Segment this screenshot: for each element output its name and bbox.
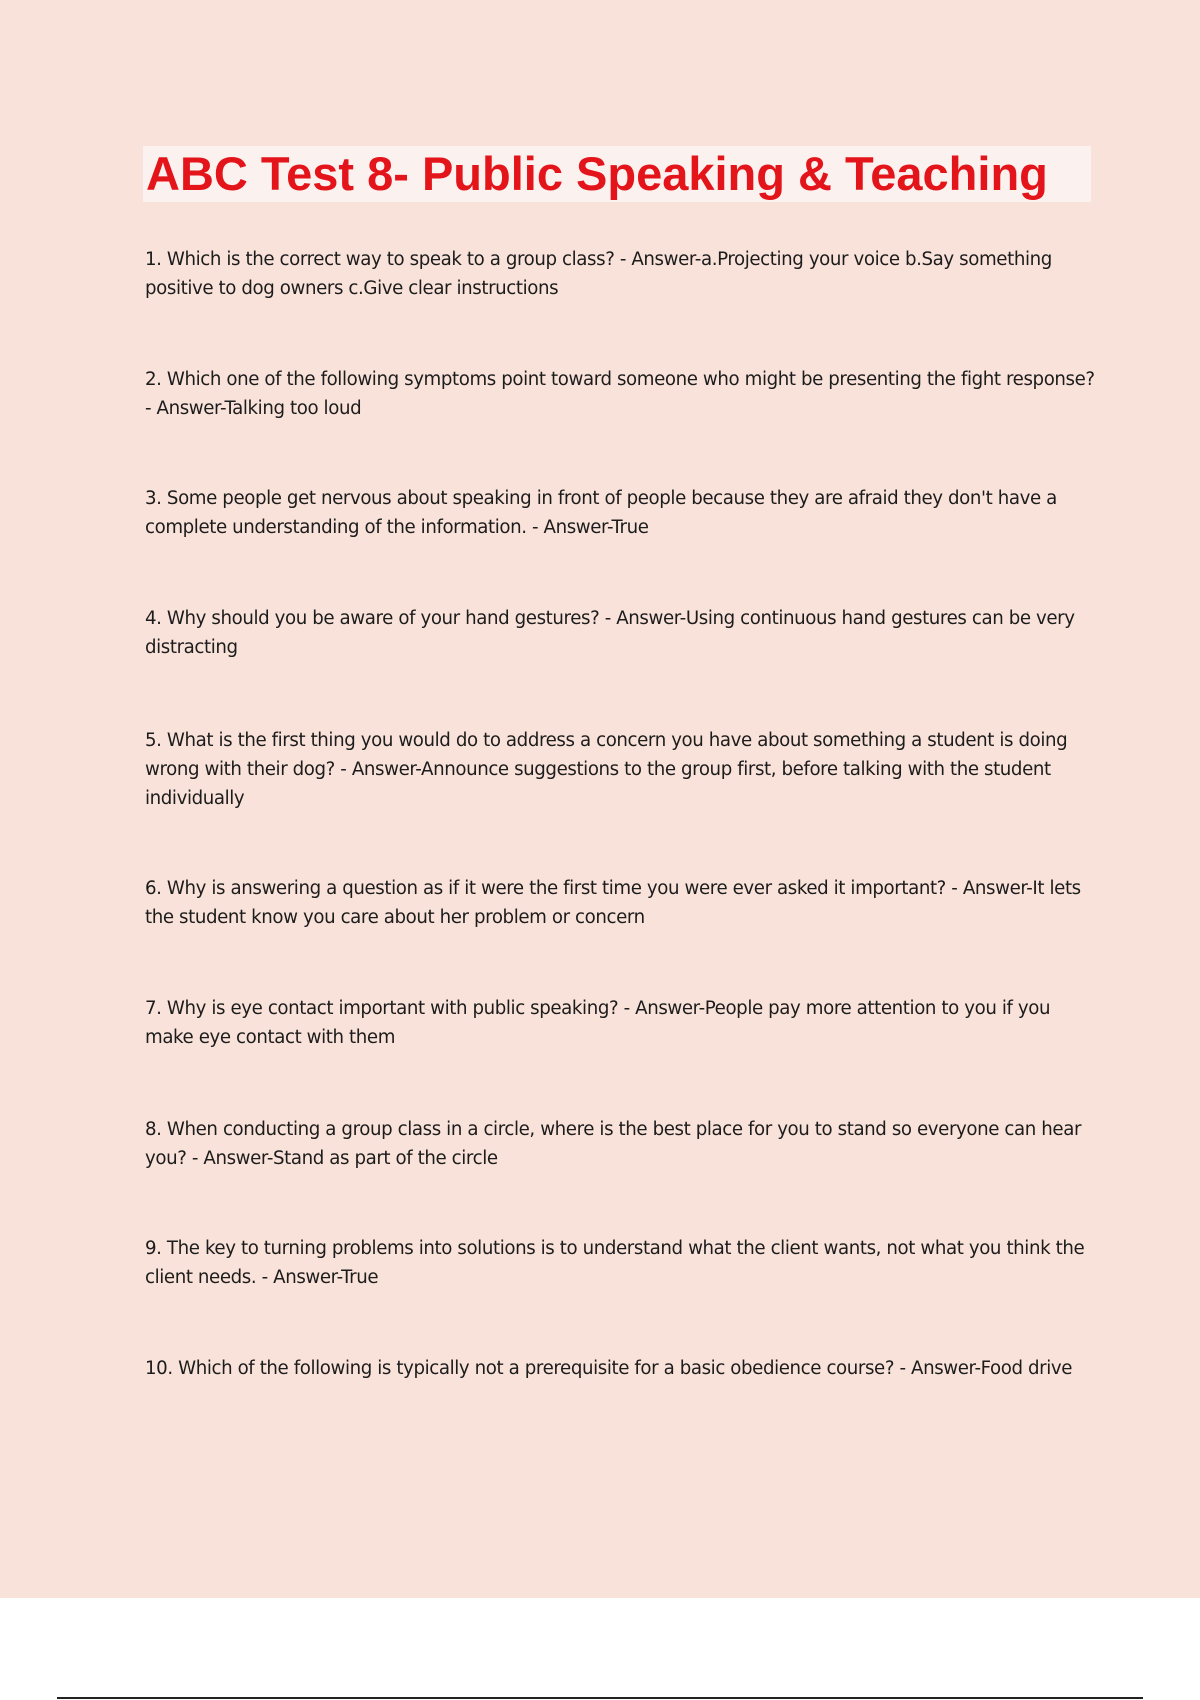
question-1: 1. Which is the correct way to speak to a group class? - Answer-a.Projecting your voice b.Say something positive to dog owners c.Give clear instructions (145, 249, 1052, 299)
question-8: 8. When conducting a group class in a circle, where is the best place for you to stand so everyone can hear you? - Answer-Stand as part of the circle (145, 1119, 1082, 1169)
question-6: 6. Why is answering a question as if it were the first time you were ever asked it important? - Answer-It lets the student know you care about her problem or concern (145, 878, 1081, 928)
footer-divider (57, 1697, 1143, 1699)
question-7: 7. Why is eye contact important with public speaking? - Answer-People pay more attention to you if you make eye contact with them (145, 998, 1051, 1048)
question-9: 9. The key to turning problems into solutions is to understand what the client wants, not what you think the client needs. - Answer-True (145, 1238, 1085, 1288)
question-5: 5. What is the first thing you would do to address a concern you have about something a student is doing wrong with their dog? - Answer-Announce suggestions to the group first, before talking with the student individually (145, 730, 1068, 809)
question-2: 2. Which one of the following symptoms point toward someone who might be presenting the fight response? - Answer-Talking too loud (145, 369, 1095, 419)
question-4: 4. Why should you be aware of your hand gestures? - Answer-Using continuous hand gestures can be very distracting (145, 608, 1075, 658)
document-title: ABC Test 8- Public Speaking & Teaching (146, 147, 1048, 200)
question-10: 10. Which of the following is typically not a prerequisite for a basic obedience course? - Answer-Food drive (145, 1358, 1073, 1379)
question-3: 3. Some people get nervous about speaking in front of people because they are afraid they don't have a complete understanding of the information. - Answer-True (145, 488, 1057, 538)
